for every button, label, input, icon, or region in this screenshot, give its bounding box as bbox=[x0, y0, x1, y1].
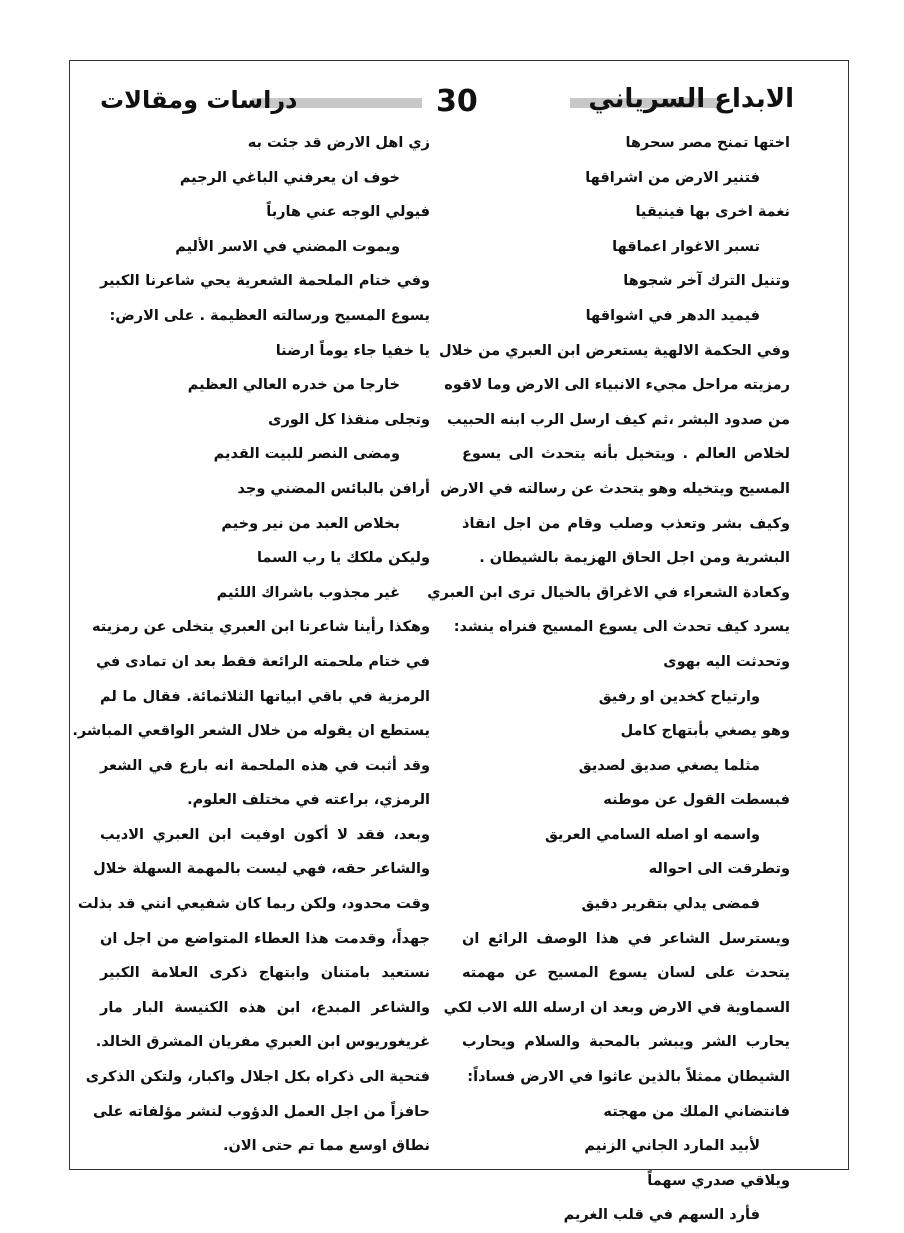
text-line: فبسطت القول عن موطنه bbox=[603, 792, 790, 809]
text-line: ومضى النصر للبيت القديم bbox=[213, 446, 400, 463]
text-line: وتجلى منقذا كل الورى bbox=[268, 411, 430, 428]
text-line: فتحية الى ذكراه بكل اجلال واكبار، ولتكن الذكرى bbox=[85, 1069, 430, 1086]
text-line: وكعادة الشعراء في الاغراق بالخيال ترى ابن العبري bbox=[427, 584, 790, 601]
text-line: فمضى يدلي بتقرير دقيق bbox=[581, 896, 760, 913]
text-line: نغمة اخرى بها فينيقيا bbox=[635, 204, 790, 221]
text-line: فتنير الارض من اشراقها bbox=[585, 169, 760, 186]
text-line: ويسترسل الشاعر في هذا الوصف الرائع ان bbox=[462, 930, 790, 947]
text-line: لخلاص العالم . ويتخيل بأنه يتحدث الى يسوع bbox=[462, 446, 790, 463]
text-line: خوف ان يعرفني الباغي الرجيم bbox=[179, 169, 400, 186]
text-line: يحارب الشر ويبشر بالمحبة والسلام ويحارب bbox=[462, 1034, 790, 1051]
text-line: غير مجذوب باشراك اللئيم bbox=[216, 584, 400, 601]
text-line: أرافن بالبائس المضني وجد bbox=[237, 480, 430, 497]
text-line: وليكن ملكك يا رب السما bbox=[256, 550, 430, 567]
text-line: وارتياح كخدين او رفيق bbox=[598, 688, 760, 705]
text-line: وفي ختام الملحمة الشعرية يحي شاعرنا الكبير bbox=[100, 273, 430, 290]
text-line: الرمزية في باقي ابياتها الثلاثمائة. فقال ما لم bbox=[100, 688, 430, 705]
text-line: ويموت المضني في الاسر الأليم bbox=[175, 238, 400, 255]
text-line: وتطرقت الى احواله bbox=[648, 861, 790, 878]
text-line: وقت محدود، ولكن ربما كان شفيعي انني قد بذلت bbox=[77, 896, 430, 913]
text-line: خارجا من خدره العالي العظيم bbox=[187, 377, 400, 394]
text-line: فيميد الدهر في اشواقها bbox=[585, 307, 760, 324]
text-line: يسرد كيف تحدث الى يسوع المسيح فنراه ينشد: bbox=[453, 619, 790, 636]
text-line: فأرد السهم في قلب الغريم bbox=[563, 1207, 760, 1224]
text-line: يا خفيا جاء يوماً ارضنا bbox=[275, 342, 430, 359]
text-line: واسمه او اصله السامي العريق bbox=[544, 826, 760, 843]
text-line: والشاعر المبدع، ابن هذه الكنيسة البار مار bbox=[100, 999, 430, 1016]
text-line: من صدود البشر ،ثم كيف ارسل الرب ابنه الحبيب bbox=[446, 411, 790, 428]
text-line: نستعيد بامتنان وابتهاج ذكرى العلامة الكبير bbox=[100, 965, 430, 982]
section-title: دراسات ومقالات bbox=[100, 86, 298, 114]
text-line: البشرية ومن اجل الحاق الهزيمة بالشيطان . bbox=[479, 550, 790, 567]
text-line: السماوية في الارض وبعد ان ارسله الله الاب لكي bbox=[443, 999, 790, 1016]
text-line: فيولي الوجه عني هارباً bbox=[266, 204, 430, 221]
text-line: جهداً، وقدمت هذا العطاء المتواضع من اجل ان bbox=[100, 930, 430, 947]
text-line: يسوع المسيح ورسالته العظيمة . على الارض: bbox=[109, 307, 430, 324]
text-line: المسيح ويتخيله وهو يتحدث عن رسالته في الارض bbox=[440, 480, 790, 497]
text-line: وتنيل الترك آخر شجوها bbox=[623, 273, 790, 290]
right-text-column bbox=[427, 126, 790, 1233]
magazine-title: الابداع السرياني bbox=[588, 84, 794, 114]
text-line: الرمزي، براعته في مختلف العلوم. bbox=[187, 792, 430, 809]
left-text-column bbox=[72, 126, 430, 1164]
text-line: الشيطان ممثلاً بالذين عاثوا في الارض فساداً: bbox=[467, 1069, 790, 1086]
page-number: 30 bbox=[436, 84, 478, 119]
text-line: تسبر الاغوار اعماقها bbox=[612, 238, 760, 255]
text-line: ويلاقي صدري سهماً bbox=[647, 1172, 790, 1189]
text-line: وقد أثبت في هذه الملحمة انه بارع في الشعر bbox=[100, 757, 430, 774]
text-line: غريغوريوس ابن العبري مفريان المشرق الخالد. bbox=[95, 1034, 430, 1051]
text-line: فانتضاني الملك من مهجته bbox=[603, 1103, 790, 1120]
text-line: زي اهل الارض قد جئت به bbox=[247, 135, 430, 151]
text-line: رمزيته مراحل مجيء الانبياء الى الارض وما لاقوه bbox=[444, 377, 790, 394]
text-line: وتحدثت اليه بهوى bbox=[663, 653, 790, 670]
text-line: في ختام ملحمته الرائعة فقط بعد ان تمادى في bbox=[96, 653, 430, 670]
text-line: حافزاً من اجل العمل الدؤوب لنشر مؤلفاته على bbox=[92, 1103, 430, 1120]
text-line: وكيف بشر وتعذب وصلب وقام من اجل انقاذ bbox=[462, 515, 790, 532]
text-line: وفي الحكمة الالهية يستعرض ابن العبري من خلال bbox=[438, 342, 790, 359]
text-line: بخلاص العبد من نير وخيم bbox=[221, 515, 400, 532]
text-line: لأبيد المارد الجاني الزنيم bbox=[584, 1138, 760, 1155]
text-line: وهكذا رأينا شاعرنا ابن العبري يتخلى عن رمزيته bbox=[92, 619, 430, 636]
text-line: والشاعر حقه، فهي ليست بالمهمة السهلة خلال bbox=[93, 861, 430, 878]
text-line: وهو يصغي بأبتهاج كامل bbox=[620, 723, 790, 740]
text-line: يستطع ان يقوله من خلال الشعر الواقعي المباشر. bbox=[72, 723, 430, 740]
text-line: نطاق اوسع مما تم حتى الان. bbox=[222, 1138, 430, 1155]
text-line: يتحدث على لسان يسوع المسيح عن مهمته bbox=[462, 965, 790, 982]
page-header bbox=[100, 84, 794, 124]
text-line: وبعد، فقد لا أكون اوفيت ابن العبري الاديب bbox=[100, 826, 430, 843]
text-line: مثلما يصغي صديق لصديق bbox=[578, 757, 760, 774]
text-line: اختها تمنح مصر سحرها bbox=[625, 135, 790, 151]
